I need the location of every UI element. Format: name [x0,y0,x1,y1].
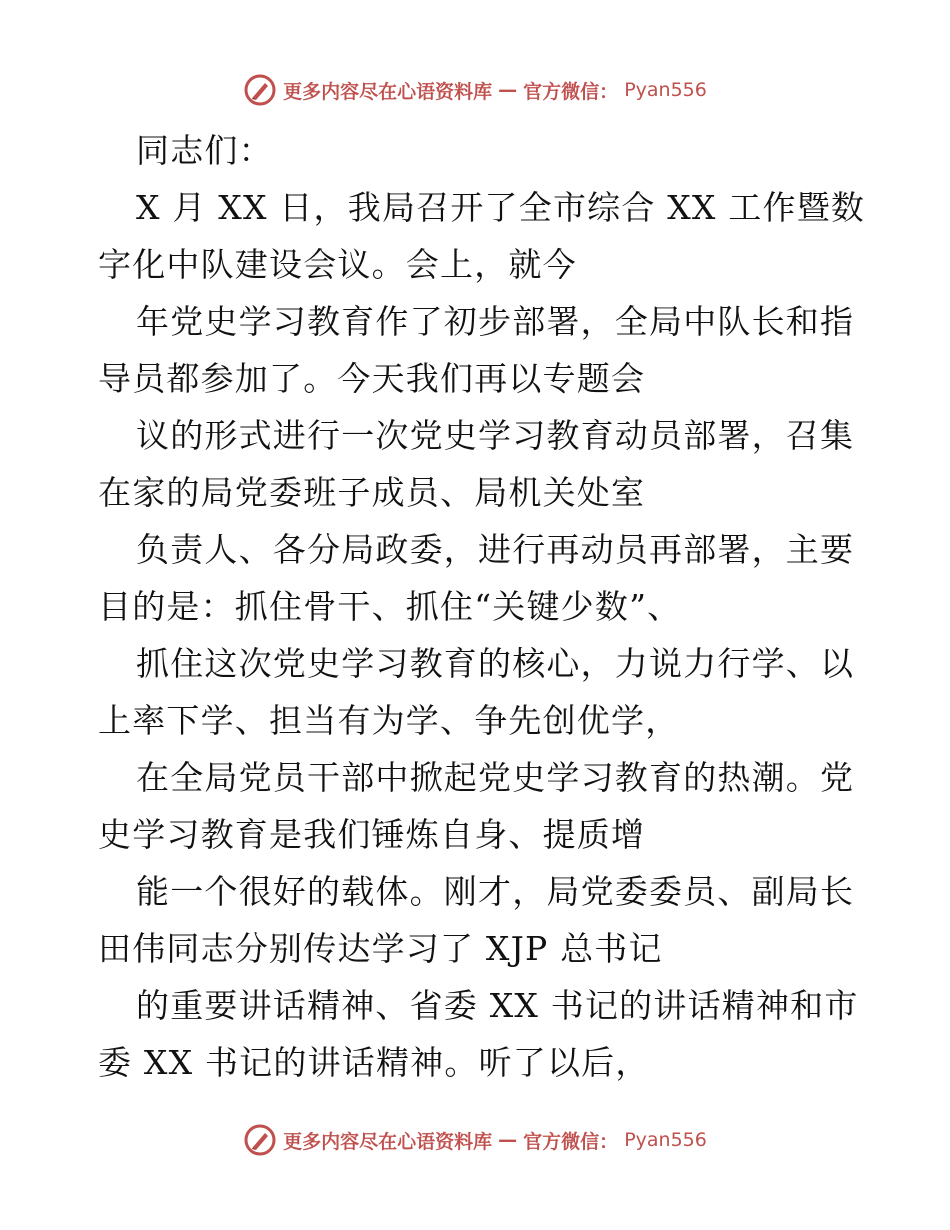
watermark-wechat-label: 官方微信： [523,80,619,103]
header-watermark [0,70,950,110]
pen-circle-logo-icon [243,1123,277,1157]
text-line: 史学习教育是我们锤炼自身、提质增 [98,815,646,854]
text-line: X 月 XX 日，我局召开了全市综合 XX 工作暨数 [136,188,866,227]
footer-watermark [0,1120,950,1160]
watermark-wechat-id: Pyan556 [624,1129,707,1151]
text-line: 抓住这次党史学习教育的核心，力说力行学、以 [136,644,855,683]
watermark-wechat-label: 官方微信： [523,1130,619,1153]
text-line: 字化中队建设会议。会上，就今 [98,245,577,284]
watermark-text: 更多内容尽在心语资料库 [283,80,493,103]
document-body [98,122,866,1091]
text-line: 在家的局党委班子成员、局机关处室 [98,473,646,512]
text-line: 目的是：抓住骨干、抓住“关键少数”、 [98,587,682,626]
text-line: 在全局党员干部中掀起党史学习教育的热潮。党 [136,758,855,797]
text-line: 负责人、各分局政委，进行再动员再部署，主要 [136,530,855,569]
watermark-separator: — [498,1129,518,1151]
text-line: 导员都参加了。今天我们再以专题会 [98,359,646,398]
text-line: 的重要讲话精神、省委 XX 书记的讲话精神和市 [136,986,859,1025]
salutation-line: 同志们： [136,131,273,170]
text-line: 田伟同志分别传达学习了 XJP 总书记 [98,929,663,968]
watermark-text: 更多内容尽在心语资料库 [283,1130,493,1153]
text-line: 议的形式进行一次党史学习教育动员部署，召集 [136,416,855,455]
watermark-separator: — [498,79,518,101]
text-line: 委 XX 书记的讲话精神。听了以后， [98,1043,650,1082]
text-line: 能一个很好的载体。刚才，局党委委员、副局长 [136,872,855,911]
watermark-wechat-id: Pyan556 [624,79,707,101]
pen-circle-logo-icon [243,73,277,107]
text-line: 上率下学、担当有为学、争先创优学， [98,701,680,740]
text-line: 年党史学习教育作了初步部署，全局中队长和指 [136,302,855,341]
